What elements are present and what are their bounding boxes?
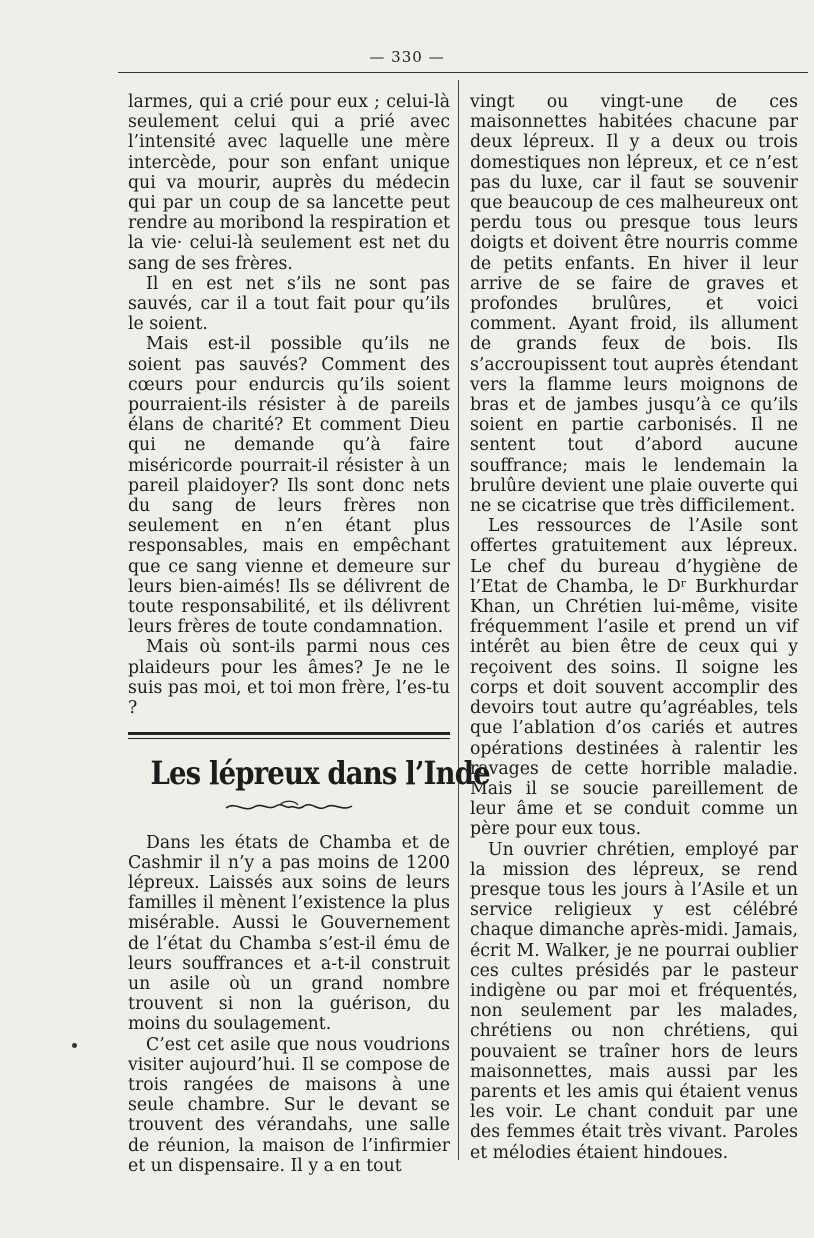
paragraph: Il en est net s’ils ne sont pas sauvés, car il a tout fait pour qu’ils le soient. (128, 273, 450, 335)
header-rule (118, 72, 808, 73)
paragraph: Mais où sont-ils parmi nous ces plaideurs pour les âmes? Je ne le suis pas moi, et toi mon frère, l’es-tu ? (128, 637, 450, 719)
page-number: — 330 — (369, 48, 445, 66)
paragraph: larmes, qui a crié pour eux ; celui-là seulement celui qui a prié avec l’intensité avec laquelle une mère intercède, pour son enfant unique qui va mourir, auprès du médecin qui par un coup de sa lancette peut rendre au moribond la respiration et la vie· celui-là seulement est net du sang de ses frères. (128, 92, 450, 274)
ornament-flourish (128, 799, 450, 820)
flourish-icon (224, 799, 354, 815)
column-divider (458, 80, 459, 1160)
paragraph: Les ressources de l’Asile sont offertes gratuitement aux lépreux. Le chef du bureau d’hygiène de l’Etat de Chamba, le Dʳ Burkhurdar Khan, un Chrétien lui-même, visite fréquemment l’asile et prend un vif intérêt au bien être de ceux qui y reçoivent des soins. Il soigne les corps et doit souvent accomplir des devoirs tout autre qu’agréables, tels que l’ablation d’os cariés et autres opérations destinées à ralentir les ravages de cette horrible maladie. Mais il se soucie pareillement de leur âme et se conduit comme un père pour eux tous. (470, 516, 798, 840)
paragraph: Mais est-il possible qu’ils ne soient pas sauvés? Comment des cœurs pour endurcis qu’ils soient pourraient-ils résister à de pareils élans de charité? Et comment Dieu qui ne demande qu’à faire miséricorde pourrait-il résister à un pareil plaidoyer? Ils sont donc nets du sang de leurs frères non seulement en n’en étant plus responsables, mais en empêchant que ce sang vienne et demeure sur leurs bien-aimés! Ils se délivrent de toute responsabilité, et ils délivrent leurs frères de toute condamnation. (128, 334, 450, 638)
section-rule-thick (128, 732, 450, 735)
paragraph: Un ouvrier chrétien, employé par la mission des lépreux, se rend presque tous les jours à l’Asile et un service religieux y est célébré chaque dimanche après-midi. Jamais, écrit M. Walker, je ne pourrai oublier ces cultes présidés par le pasteur indigène ou par moi et fréquentés, non seulement par les malades, chrétiens ou non chrétiens, qui pouvaient se traîner hors de leurs maisonnettes, mais aussi par les parents et les amis qui étaient venus les voir. Le chant conduit par une des femmes était très vivant. Paroles et mélodies étaient hindoues. (470, 839, 798, 1163)
paragraph: C’est cet asile que nous voudrions visiter aujourd’hui. Il se compose de trois rangées de maisons à une seule chambre. Sur le devant se trouvent des vérandahs, une salle de réunion, la maison de l’infirmier et un dispensaire. Il y a en tout (128, 1034, 450, 1176)
section-rule-thin (128, 738, 450, 739)
right-column (470, 92, 798, 1163)
article-title: Les lépreux dans l’Inde (150, 754, 490, 793)
paragraph: vingt ou vingt-une de ces maisonnettes habitées chacune par deux lépreux. Il y a deux ou trois domestiques non lépreux, et ce n’est pas du luxe, car il faut se souvenir que beaucoup de ces malheureux ont perdu tous ou presque tous leurs doigts et doivent être nourris comme de petits enfants. En hiver il leur arrive de se faire de graves et profondes brulûres, et voici comment. Ayant froid, ils allument de grands feux de bois. Ils s’accroupissent tout auprès étendant vers la flamme leurs moignons de bras et de jambes jusqu’à ce qu’ils soient en partie carbonisés. Il ne sentent tout d’abord aucune souffrance; mais le lendemain la brulûre devient une plaie ouverte qui ne se cicatrise que très difficilement. (470, 92, 798, 517)
left-column (128, 92, 490, 1176)
margin-dot (72, 1043, 77, 1048)
paragraph: Dans les états de Chamba et de Cashmir il n’y a pas moins de 1200 lépreux. Laissés aux soins de leurs familles il mènent l’existence la plus misérable. Aussi le Gouvernement de l’état du Chamba s’est-il ému de leurs souffrances et a-t-il construit un asile où un grand nombre trouvent si non la guérison, du moins du soulagement. (128, 832, 450, 1035)
